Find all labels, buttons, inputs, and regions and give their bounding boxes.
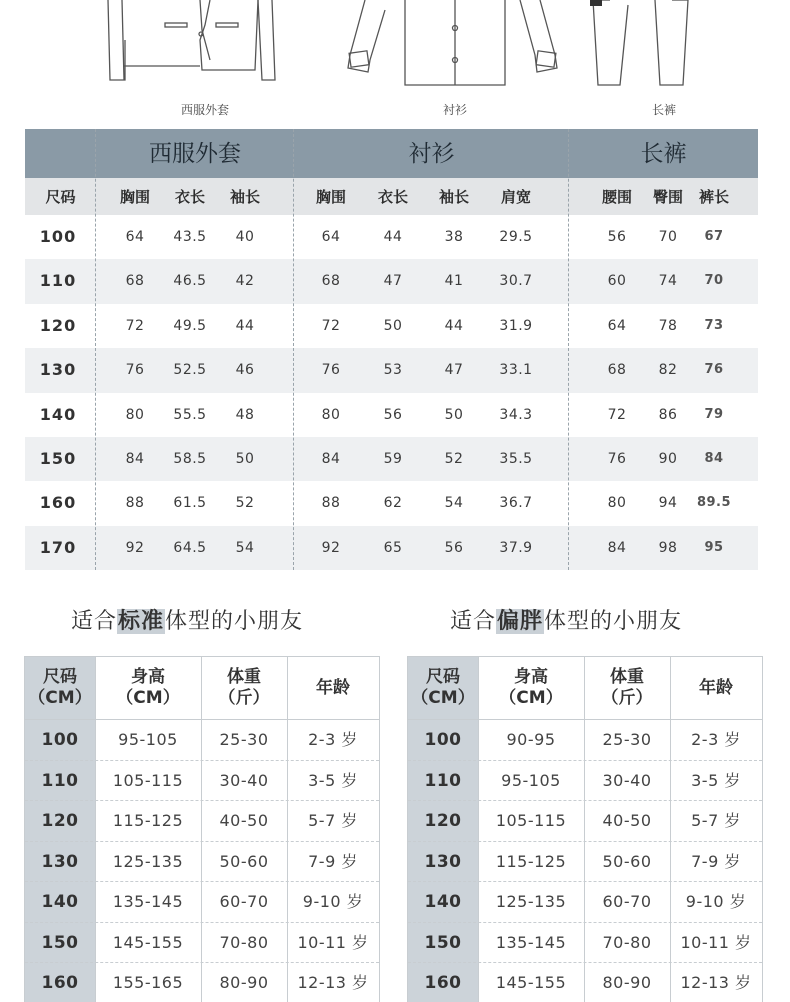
group-suit: 西服外套 [149, 141, 241, 167]
pants-icon [593, 0, 688, 85]
shirt-cell: 30.7 [499, 273, 533, 290]
table-cell: 25-30 [602, 730, 652, 749]
table-header-cell [201, 657, 287, 719]
garment-sketches [0, 0, 790, 128]
table-cell: 5-7 岁 [308, 811, 358, 830]
table-cell: 105-115 [495, 811, 567, 830]
col-pants-hip: 臀围 [652, 188, 683, 206]
header-label: 身高 [514, 667, 548, 687]
table-cell: 40-50 [602, 811, 652, 830]
table-cell: 95-105 [118, 730, 178, 749]
header-label: 体重 [610, 667, 644, 687]
divider [568, 129, 569, 570]
table-cell: 80-90 [602, 973, 652, 992]
suit-cell: 40 [235, 229, 255, 245]
pants-cell: 70 [704, 273, 724, 289]
shirt-cell: 88 [321, 495, 341, 512]
size-cell: 150 [41, 932, 79, 953]
table-cell: 90-95 [506, 730, 556, 749]
size-rows [25, 215, 758, 570]
table-row [25, 348, 758, 392]
suit-cell: 52 [235, 495, 255, 512]
pants-cell: 76 [704, 362, 724, 378]
shirt-cell: 68 [321, 273, 341, 290]
col-suit-chest: 胸围 [119, 188, 150, 206]
shirt-cell: 64 [321, 229, 341, 245]
size-cell: 130 [39, 360, 77, 380]
header-label: 尺码 [426, 667, 460, 687]
suit-cell: 80 [125, 406, 145, 423]
standard-heading-post: 体型的小朋友 [165, 609, 304, 634]
suit-cell: 61.5 [173, 495, 207, 512]
pants-cell: 90 [658, 451, 678, 467]
shirt-cell: 41 [444, 273, 464, 290]
pants-cell: 82 [658, 362, 678, 379]
size-cell: 110 [41, 770, 79, 791]
table-cell: 60-70 [219, 892, 269, 911]
table-cell: 30-40 [602, 770, 652, 790]
col-pants-waist: 腰围 [601, 188, 632, 206]
divider [95, 129, 96, 570]
shirt-cell: 34.3 [499, 406, 533, 423]
shirt-cell: 72 [321, 317, 341, 334]
table-cell: 125-135 [495, 892, 567, 911]
chubby-heading-post: 体型的小朋友 [544, 609, 683, 634]
shirt-cell: 47 [383, 273, 403, 290]
suit-cell: 72 [125, 317, 145, 334]
col-pants-length: 裤长 [698, 188, 729, 206]
standard-body-table [24, 656, 380, 1002]
size-cell: 160 [41, 973, 79, 993]
table-cell: 9-10 岁 [302, 892, 364, 911]
table-cell: 3-5 岁 [308, 770, 358, 790]
standard-heading [71, 604, 303, 635]
size-cell: 150 [39, 449, 77, 468]
shirt-cell: 33.1 [499, 362, 533, 379]
pants-cell: 74 [658, 273, 678, 290]
pants-cell: 68 [607, 362, 627, 379]
shirt-cell: 47 [444, 362, 464, 379]
group-header-row [25, 129, 758, 178]
table-cell: 25-30 [219, 730, 269, 749]
col-shirt-chest: 胸围 [315, 188, 346, 206]
suit-cell: 84 [125, 451, 145, 467]
col-suit-length: 衣长 [174, 188, 205, 206]
shirt-cell: 38 [444, 229, 464, 245]
table-cell: 30-40 [219, 770, 269, 790]
shirt-cell: 76 [321, 362, 341, 379]
pants-cell: 56 [607, 229, 627, 245]
table-header-cell [670, 657, 762, 719]
table-cell: 5-7 岁 [691, 811, 741, 830]
size-cell: 130 [424, 851, 462, 872]
table-cell: 115-125 [495, 851, 567, 871]
suit-cell: 58.5 [173, 451, 207, 467]
table-cell: 145-155 [112, 932, 184, 952]
table-cell: 50-60 [219, 851, 269, 871]
suit-cell: 68 [125, 273, 145, 290]
group-shirt: 衬衫 [408, 141, 455, 167]
suit-cell: 43.5 [173, 229, 207, 245]
header-unit: （CM） [499, 688, 563, 708]
shirt-cell: 50 [383, 317, 403, 334]
shirt-cell: 29.5 [499, 229, 533, 245]
size-chart-table [25, 129, 758, 570]
size-cell: 160 [39, 493, 77, 513]
suit-cell: 76 [125, 362, 145, 379]
pants-cell: 84 [607, 539, 627, 556]
size-cell: 100 [41, 730, 79, 750]
col-shirt-shoulder: 肩宽 [500, 188, 531, 206]
table-cell: 10-11 岁 [680, 932, 752, 952]
chubby-body-table [407, 656, 763, 1002]
shirt-cell: 80 [321, 406, 341, 423]
size-cell: 120 [39, 315, 77, 335]
table-cell: 135-145 [112, 892, 184, 911]
table-header-cell [25, 657, 95, 719]
table-header-cell [584, 657, 670, 719]
size-cell: 120 [41, 811, 79, 831]
pants-cell: 79 [704, 406, 724, 422]
table-cell: 135-145 [495, 932, 567, 952]
suit-cell: 44 [235, 317, 255, 334]
col-shirt-sleeve: 袖长 [438, 188, 469, 206]
table-cell: 40-50 [219, 811, 269, 830]
table-row [25, 393, 758, 437]
shirt-cell: 56 [444, 539, 464, 556]
pants-cell: 72 [607, 406, 627, 423]
suit-cell: 46.5 [173, 273, 207, 290]
shirt-cell: 50 [444, 406, 464, 423]
shirt-cell: 92 [321, 539, 341, 556]
pants-cell: 84 [704, 451, 724, 466]
header-label: 体重 [227, 667, 261, 687]
pants-cell: 78 [658, 317, 678, 334]
chubby-heading-pre: 适合 [450, 609, 497, 634]
table-cell: 12-13 岁 [297, 973, 369, 992]
size-cell: 100 [424, 730, 462, 750]
suit-cell: 92 [125, 539, 145, 556]
size-cell: 100 [39, 227, 77, 246]
size-cell: 120 [424, 811, 462, 831]
table-cell: 80-90 [219, 973, 269, 992]
suit-cell: 49.5 [173, 317, 207, 334]
suit-cell: 50 [235, 451, 255, 467]
size-cell: 150 [424, 932, 462, 953]
table-cell: 10-11 岁 [297, 932, 369, 952]
pants-caption: 长裤 [652, 103, 677, 117]
table-row [25, 215, 758, 259]
suit-cell: 54 [235, 539, 255, 556]
header-label: 尺码 [43, 667, 77, 687]
size-cell: 140 [424, 892, 462, 912]
header-unit: （斤） [601, 688, 653, 708]
header-label: 身高 [131, 667, 165, 687]
table-row [25, 526, 758, 570]
table-header-cell [478, 657, 584, 719]
shirt-cell: 44 [383, 229, 403, 245]
shirt-cell: 44 [444, 317, 464, 334]
table-header-cell [95, 657, 201, 719]
table-cell: 70-80 [602, 932, 652, 952]
suit-cell: 48 [235, 406, 255, 423]
pants-cell: 94 [658, 495, 678, 512]
table-cell: 2-3 岁 [691, 730, 741, 749]
table-cell: 50-60 [602, 851, 652, 871]
table-cell: 105-115 [112, 770, 184, 790]
col-shirt-length: 衣长 [377, 188, 408, 206]
suit-cell: 64 [125, 229, 145, 245]
shirt-cell: 65 [383, 539, 403, 556]
header-unit: （CM） [28, 688, 92, 708]
shirt-icon [348, 0, 557, 85]
table-cell: 2-3 岁 [308, 730, 358, 749]
header-unit: （CM） [116, 688, 180, 708]
table-cell: 12-13 岁 [680, 973, 752, 992]
pants-cell: 89.5 [696, 495, 732, 511]
table-cell: 70-80 [219, 932, 269, 952]
shirt-caption: 衬衫 [443, 103, 468, 117]
shirt-cell: 84 [321, 451, 341, 467]
shirt-cell: 36.7 [499, 495, 533, 512]
table-cell: 3-5 岁 [691, 770, 741, 790]
col-size: 尺码 [45, 188, 76, 206]
group-pants: 长裤 [640, 141, 687, 167]
header-label: 年龄 [699, 677, 733, 698]
garment-sketch-art [0, 0, 790, 100]
table-row [25, 259, 758, 303]
suit-cell: 52.5 [173, 362, 207, 379]
header-unit: （斤） [218, 688, 270, 708]
table-row [25, 437, 758, 481]
pants-cell: 64 [607, 317, 627, 334]
pants-cell: 80 [607, 495, 627, 512]
suit-jacket-icon [108, 0, 275, 80]
shirt-cell: 62 [383, 495, 403, 512]
size-cell: 140 [41, 892, 79, 912]
table-cell: 145-155 [495, 973, 567, 992]
standard-heading-highlight: 标准 [118, 609, 165, 634]
shirt-cell: 35.5 [499, 451, 533, 467]
column-header-row [25, 178, 758, 215]
table-cell: 60-70 [602, 892, 652, 911]
shirt-cell: 54 [444, 495, 464, 512]
suit-cell: 46 [235, 362, 255, 379]
table-cell: 95-105 [501, 770, 561, 790]
suit-cell: 88 [125, 495, 145, 512]
shirt-cell: 53 [383, 362, 403, 379]
shirt-cell: 59 [383, 451, 403, 467]
chubby-heading [450, 604, 682, 635]
chubby-heading-highlight: 偏胖 [497, 609, 544, 634]
pants-cell: 95 [704, 539, 724, 555]
pants-cell: 67 [704, 229, 724, 244]
suit-cell: 42 [235, 273, 255, 290]
size-cell: 110 [39, 271, 77, 291]
size-cell: 130 [41, 851, 79, 872]
size-cell: 170 [39, 537, 77, 557]
table-row [25, 304, 758, 348]
table-cell: 7-9 岁 [308, 851, 358, 871]
header-label: 年龄 [316, 677, 350, 698]
table-cell: 115-125 [112, 811, 184, 830]
shirt-cell: 56 [383, 406, 403, 423]
col-suit-sleeve: 袖长 [229, 188, 260, 206]
shirt-cell: 52 [444, 451, 464, 467]
header-unit: （CM） [411, 688, 475, 708]
pants-cell: 76 [607, 451, 627, 467]
shirt-cell: 37.9 [499, 539, 533, 556]
table-header-cell [287, 657, 379, 719]
size-cell: 160 [424, 973, 462, 993]
table-row [25, 481, 758, 525]
suit-cell: 64.5 [173, 539, 207, 556]
pants-cell: 98 [658, 539, 678, 556]
pants-cell: 60 [607, 273, 627, 290]
shirt-cell: 31.9 [499, 317, 533, 334]
size-cell: 140 [39, 404, 77, 424]
size-cell: 110 [424, 770, 462, 791]
divider [293, 129, 294, 570]
pants-cell: 73 [704, 317, 724, 333]
table-cell: 155-165 [112, 973, 184, 992]
pants-cell: 86 [658, 406, 678, 423]
pants-cell: 70 [658, 229, 678, 245]
table-cell: 125-135 [112, 851, 184, 871]
suit-caption: 西服外套 [181, 103, 230, 117]
suit-cell: 55.5 [173, 406, 207, 423]
table-header-cell [408, 657, 478, 719]
standard-heading-pre: 适合 [71, 609, 118, 634]
table-cell: 9-10 岁 [685, 892, 747, 911]
table-cell: 7-9 岁 [691, 851, 741, 871]
